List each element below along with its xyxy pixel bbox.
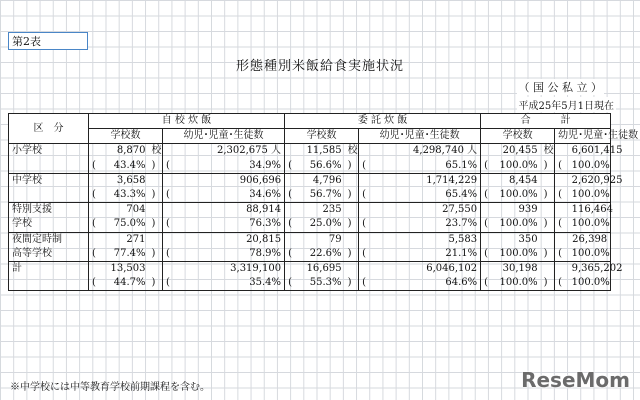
spacer-cell bbox=[481, 173, 495, 188]
school-percent: 25.0% bbox=[299, 217, 345, 232]
spacer-cell bbox=[481, 203, 495, 218]
header-con-students: 幼児･児童･生徒数 bbox=[359, 129, 481, 144]
paren-open: ( bbox=[89, 188, 103, 203]
school-percent: 56.7% bbox=[299, 188, 345, 203]
student-percent: 65.4% bbox=[373, 188, 481, 203]
student-count: 116,464 bbox=[569, 203, 611, 218]
unit-school: 校 bbox=[149, 144, 163, 159]
spacer-cell bbox=[555, 173, 569, 188]
unit-school bbox=[541, 173, 555, 188]
footnote: ※中学校には中等教育学校前期課程を含む。 bbox=[10, 382, 210, 393]
school-percent: 100.0% bbox=[495, 188, 541, 203]
paren-open: ( bbox=[481, 276, 495, 291]
unit-school bbox=[345, 232, 359, 247]
header-total: 合 計 bbox=[481, 114, 611, 129]
table-row-percent bbox=[9, 188, 611, 203]
spacer-cell bbox=[89, 144, 103, 159]
spacer-cell bbox=[555, 261, 569, 276]
paren-open: ( bbox=[359, 188, 373, 203]
paren-close: ) bbox=[541, 217, 555, 232]
spacer-cell bbox=[359, 144, 373, 159]
spacer-cell bbox=[163, 173, 177, 188]
school-percent: 43.4% bbox=[103, 159, 149, 174]
unit-school: 校 bbox=[345, 144, 359, 159]
header-tot-students: 幼児･児童･生徒数 bbox=[555, 129, 611, 144]
paren-open: ( bbox=[555, 188, 569, 203]
unit-school bbox=[541, 232, 555, 247]
row-label: 小学校 bbox=[9, 144, 89, 159]
paren-open: ( bbox=[359, 217, 373, 232]
student-percent: 35.4% bbox=[177, 276, 285, 291]
school-count: 235 bbox=[299, 203, 345, 218]
paren-close: ) bbox=[541, 276, 555, 291]
paren-close: ) bbox=[541, 247, 555, 262]
paren-close: ) bbox=[149, 276, 163, 291]
school-count: 4,796 bbox=[299, 173, 345, 188]
table-row-percent bbox=[9, 159, 611, 174]
spacer-cell bbox=[359, 261, 373, 276]
table-row bbox=[9, 203, 611, 218]
paren-open: ( bbox=[359, 276, 373, 291]
paren-close: ) bbox=[345, 159, 359, 174]
table-row-percent bbox=[9, 276, 611, 291]
unit-school bbox=[149, 203, 163, 218]
logo-text-rese: Rese bbox=[521, 368, 576, 392]
student-count: 2,302,675 人 bbox=[177, 144, 285, 159]
school-count: 8,454 bbox=[495, 173, 541, 188]
student-percent: 78.9% bbox=[177, 247, 285, 262]
unit-person: 人 bbox=[463, 145, 478, 157]
student-count: 6,601,415 bbox=[569, 144, 611, 159]
student-percent: 100.0% bbox=[569, 159, 611, 174]
student-count: 27,550 bbox=[373, 203, 481, 218]
school-percent: 77.4% bbox=[103, 247, 149, 262]
school-percent: 22.6% bbox=[299, 247, 345, 262]
paren-close: ) bbox=[149, 217, 163, 232]
spacer-cell bbox=[555, 232, 569, 247]
spacer-cell bbox=[285, 261, 299, 276]
unit-school bbox=[541, 261, 555, 276]
paren-open: ( bbox=[555, 217, 569, 232]
school-count: 20,455 bbox=[495, 144, 541, 159]
header-self: 自 校 炊 飯 bbox=[89, 114, 285, 129]
header-self-students: 幼児･児童･生徒数 bbox=[163, 129, 285, 144]
row-label-line2 bbox=[9, 276, 89, 291]
unit-school bbox=[149, 173, 163, 188]
student-percent: 100.0% bbox=[569, 188, 611, 203]
spacer-cell bbox=[359, 173, 373, 188]
spacer-cell bbox=[359, 203, 373, 218]
school-percent: 55.3% bbox=[299, 276, 345, 291]
spacer-cell bbox=[285, 232, 299, 247]
student-percent: 100.0% bbox=[569, 247, 611, 262]
school-percent: 100.0% bbox=[495, 217, 541, 232]
student-percent: 34.9% bbox=[177, 159, 285, 174]
row-label-line2 bbox=[9, 188, 89, 203]
paren-open: ( bbox=[163, 276, 177, 291]
unit-school bbox=[345, 203, 359, 218]
unit-school bbox=[541, 203, 555, 218]
logo-text-mom: Mom bbox=[575, 368, 630, 392]
student-percent: 65.1% bbox=[373, 159, 481, 174]
spacer-cell bbox=[481, 144, 495, 159]
student-count: 88,914 bbox=[177, 203, 285, 218]
spacer-cell bbox=[89, 232, 103, 247]
header-category: 区 分 bbox=[9, 114, 89, 144]
paren-open: ( bbox=[285, 247, 299, 262]
school-count: 704 bbox=[103, 203, 149, 218]
paren-open: ( bbox=[163, 247, 177, 262]
table-row-percent bbox=[9, 217, 611, 232]
paren-open: ( bbox=[163, 188, 177, 203]
row-label: 夜間定時制 bbox=[9, 232, 89, 247]
spacer-cell bbox=[163, 261, 177, 276]
paren-open: ( bbox=[163, 159, 177, 174]
header-con-schools: 学校数 bbox=[285, 129, 359, 144]
paren-close: ) bbox=[541, 159, 555, 174]
table-row bbox=[9, 144, 611, 159]
school-percent: 56.6% bbox=[299, 159, 345, 174]
paren-close: ) bbox=[345, 217, 359, 232]
paren-close: ) bbox=[345, 247, 359, 262]
paren-open: ( bbox=[481, 188, 495, 203]
student-percent: 100.0% bbox=[569, 276, 611, 291]
student-count: 6,046,102 bbox=[373, 261, 481, 276]
student-percent: 34.6% bbox=[177, 188, 285, 203]
school-count: 8,870 bbox=[103, 144, 149, 159]
header-tot-schools: 学校数 bbox=[481, 129, 555, 144]
school-count: 350 bbox=[495, 232, 541, 247]
school-count: 271 bbox=[103, 232, 149, 247]
school-count: 16,695 bbox=[299, 261, 345, 276]
spacer-cell bbox=[555, 203, 569, 218]
unit-school: 校 bbox=[541, 144, 555, 159]
paren-open: ( bbox=[359, 159, 373, 174]
paren-open: ( bbox=[89, 276, 103, 291]
spacer-cell bbox=[285, 173, 299, 188]
paren-open: ( bbox=[89, 217, 103, 232]
spacer-cell bbox=[163, 232, 177, 247]
student-count: 20,815 bbox=[177, 232, 285, 247]
unit-school bbox=[345, 173, 359, 188]
paren-close: ) bbox=[345, 188, 359, 203]
row-label-line2 bbox=[9, 159, 89, 174]
spacer-cell bbox=[481, 232, 495, 247]
school-percent: 100.0% bbox=[495, 276, 541, 291]
table-row-percent bbox=[9, 247, 611, 262]
paren-close: ) bbox=[149, 159, 163, 174]
student-count: 3,319,100 bbox=[177, 261, 285, 276]
school-percent: 100.0% bbox=[495, 247, 541, 262]
student-percent: 100.0% bbox=[569, 217, 611, 232]
school-percent: 100.0% bbox=[495, 159, 541, 174]
table-row bbox=[9, 261, 611, 276]
student-count: 2,620,925 bbox=[569, 173, 611, 188]
spacer-cell bbox=[481, 261, 495, 276]
spacer-cell bbox=[285, 203, 299, 218]
paren-open: ( bbox=[285, 217, 299, 232]
paren-open: ( bbox=[481, 217, 495, 232]
row-label-line2: 高等学校 bbox=[9, 247, 89, 262]
student-count: 1,714,229 bbox=[373, 173, 481, 188]
school-percent: 75.0% bbox=[103, 217, 149, 232]
scope-note: （ 国 公 私 立 ） bbox=[518, 81, 602, 94]
school-count: 3,658 bbox=[103, 173, 149, 188]
spacer-cell bbox=[359, 232, 373, 247]
spacer-cell bbox=[89, 203, 103, 218]
paren-close: ) bbox=[541, 188, 555, 203]
row-label-line2: 学校 bbox=[9, 217, 89, 232]
spacer-cell bbox=[555, 144, 569, 159]
school-percent: 43.3% bbox=[103, 188, 149, 203]
spacer-cell bbox=[89, 173, 103, 188]
school-count: 939 bbox=[495, 203, 541, 218]
paren-open: ( bbox=[163, 217, 177, 232]
paren-open: ( bbox=[359, 247, 373, 262]
paren-close: ) bbox=[149, 247, 163, 262]
school-percent: 44.7% bbox=[103, 276, 149, 291]
paren-open: ( bbox=[555, 159, 569, 174]
student-count: 906,696 bbox=[177, 173, 285, 188]
spacer-cell bbox=[163, 203, 177, 218]
table-title: 形態種別米飯給食実施状況 bbox=[235, 59, 404, 74]
school-count: 11,585 bbox=[299, 144, 345, 159]
unit-person: 人 bbox=[267, 145, 282, 157]
paren-open: ( bbox=[481, 159, 495, 174]
student-percent: 76.3% bbox=[177, 217, 285, 232]
student-count: 26,398 bbox=[569, 232, 611, 247]
student-percent: 21.1% bbox=[373, 247, 481, 262]
unit-school bbox=[149, 232, 163, 247]
selected-cell[interactable]: 第2表 bbox=[8, 32, 88, 50]
paren-open: ( bbox=[89, 247, 103, 262]
row-label: 中学校 bbox=[9, 173, 89, 188]
paren-open: ( bbox=[89, 159, 103, 174]
table-row bbox=[9, 232, 611, 247]
date-note: 平成25年5月1日現在 bbox=[517, 97, 616, 112]
paren-close: ) bbox=[345, 276, 359, 291]
student-percent: 23.7% bbox=[373, 217, 481, 232]
spacer-cell bbox=[89, 261, 103, 276]
paren-open: ( bbox=[555, 247, 569, 262]
paren-open: ( bbox=[285, 188, 299, 203]
student-count: 9,365,202 bbox=[569, 261, 611, 276]
unit-school bbox=[345, 261, 359, 276]
resemom-logo bbox=[521, 368, 630, 392]
table-row bbox=[9, 173, 611, 188]
school-count: 79 bbox=[299, 232, 345, 247]
spacer-cell bbox=[285, 144, 299, 159]
header-self-schools: 学校数 bbox=[89, 129, 163, 144]
student-count: 5,583 bbox=[373, 232, 481, 247]
paren-open: ( bbox=[285, 276, 299, 291]
spacer-cell bbox=[163, 144, 177, 159]
unit-school bbox=[149, 261, 163, 276]
paren-open: ( bbox=[555, 276, 569, 291]
paren-open: ( bbox=[481, 247, 495, 262]
paren-close: ) bbox=[149, 188, 163, 203]
header-contract: 委 託 炊 飯 bbox=[285, 114, 481, 129]
student-percent: 64.6% bbox=[373, 276, 481, 291]
paren-open: ( bbox=[285, 159, 299, 174]
school-count: 13,503 bbox=[103, 261, 149, 276]
row-label: 計 bbox=[9, 261, 89, 276]
student-count: 4,298,740 人 bbox=[373, 144, 481, 159]
school-count: 30,198 bbox=[495, 261, 541, 276]
row-label: 特別支援 bbox=[9, 203, 89, 218]
rice-lunch-table bbox=[8, 113, 639, 291]
